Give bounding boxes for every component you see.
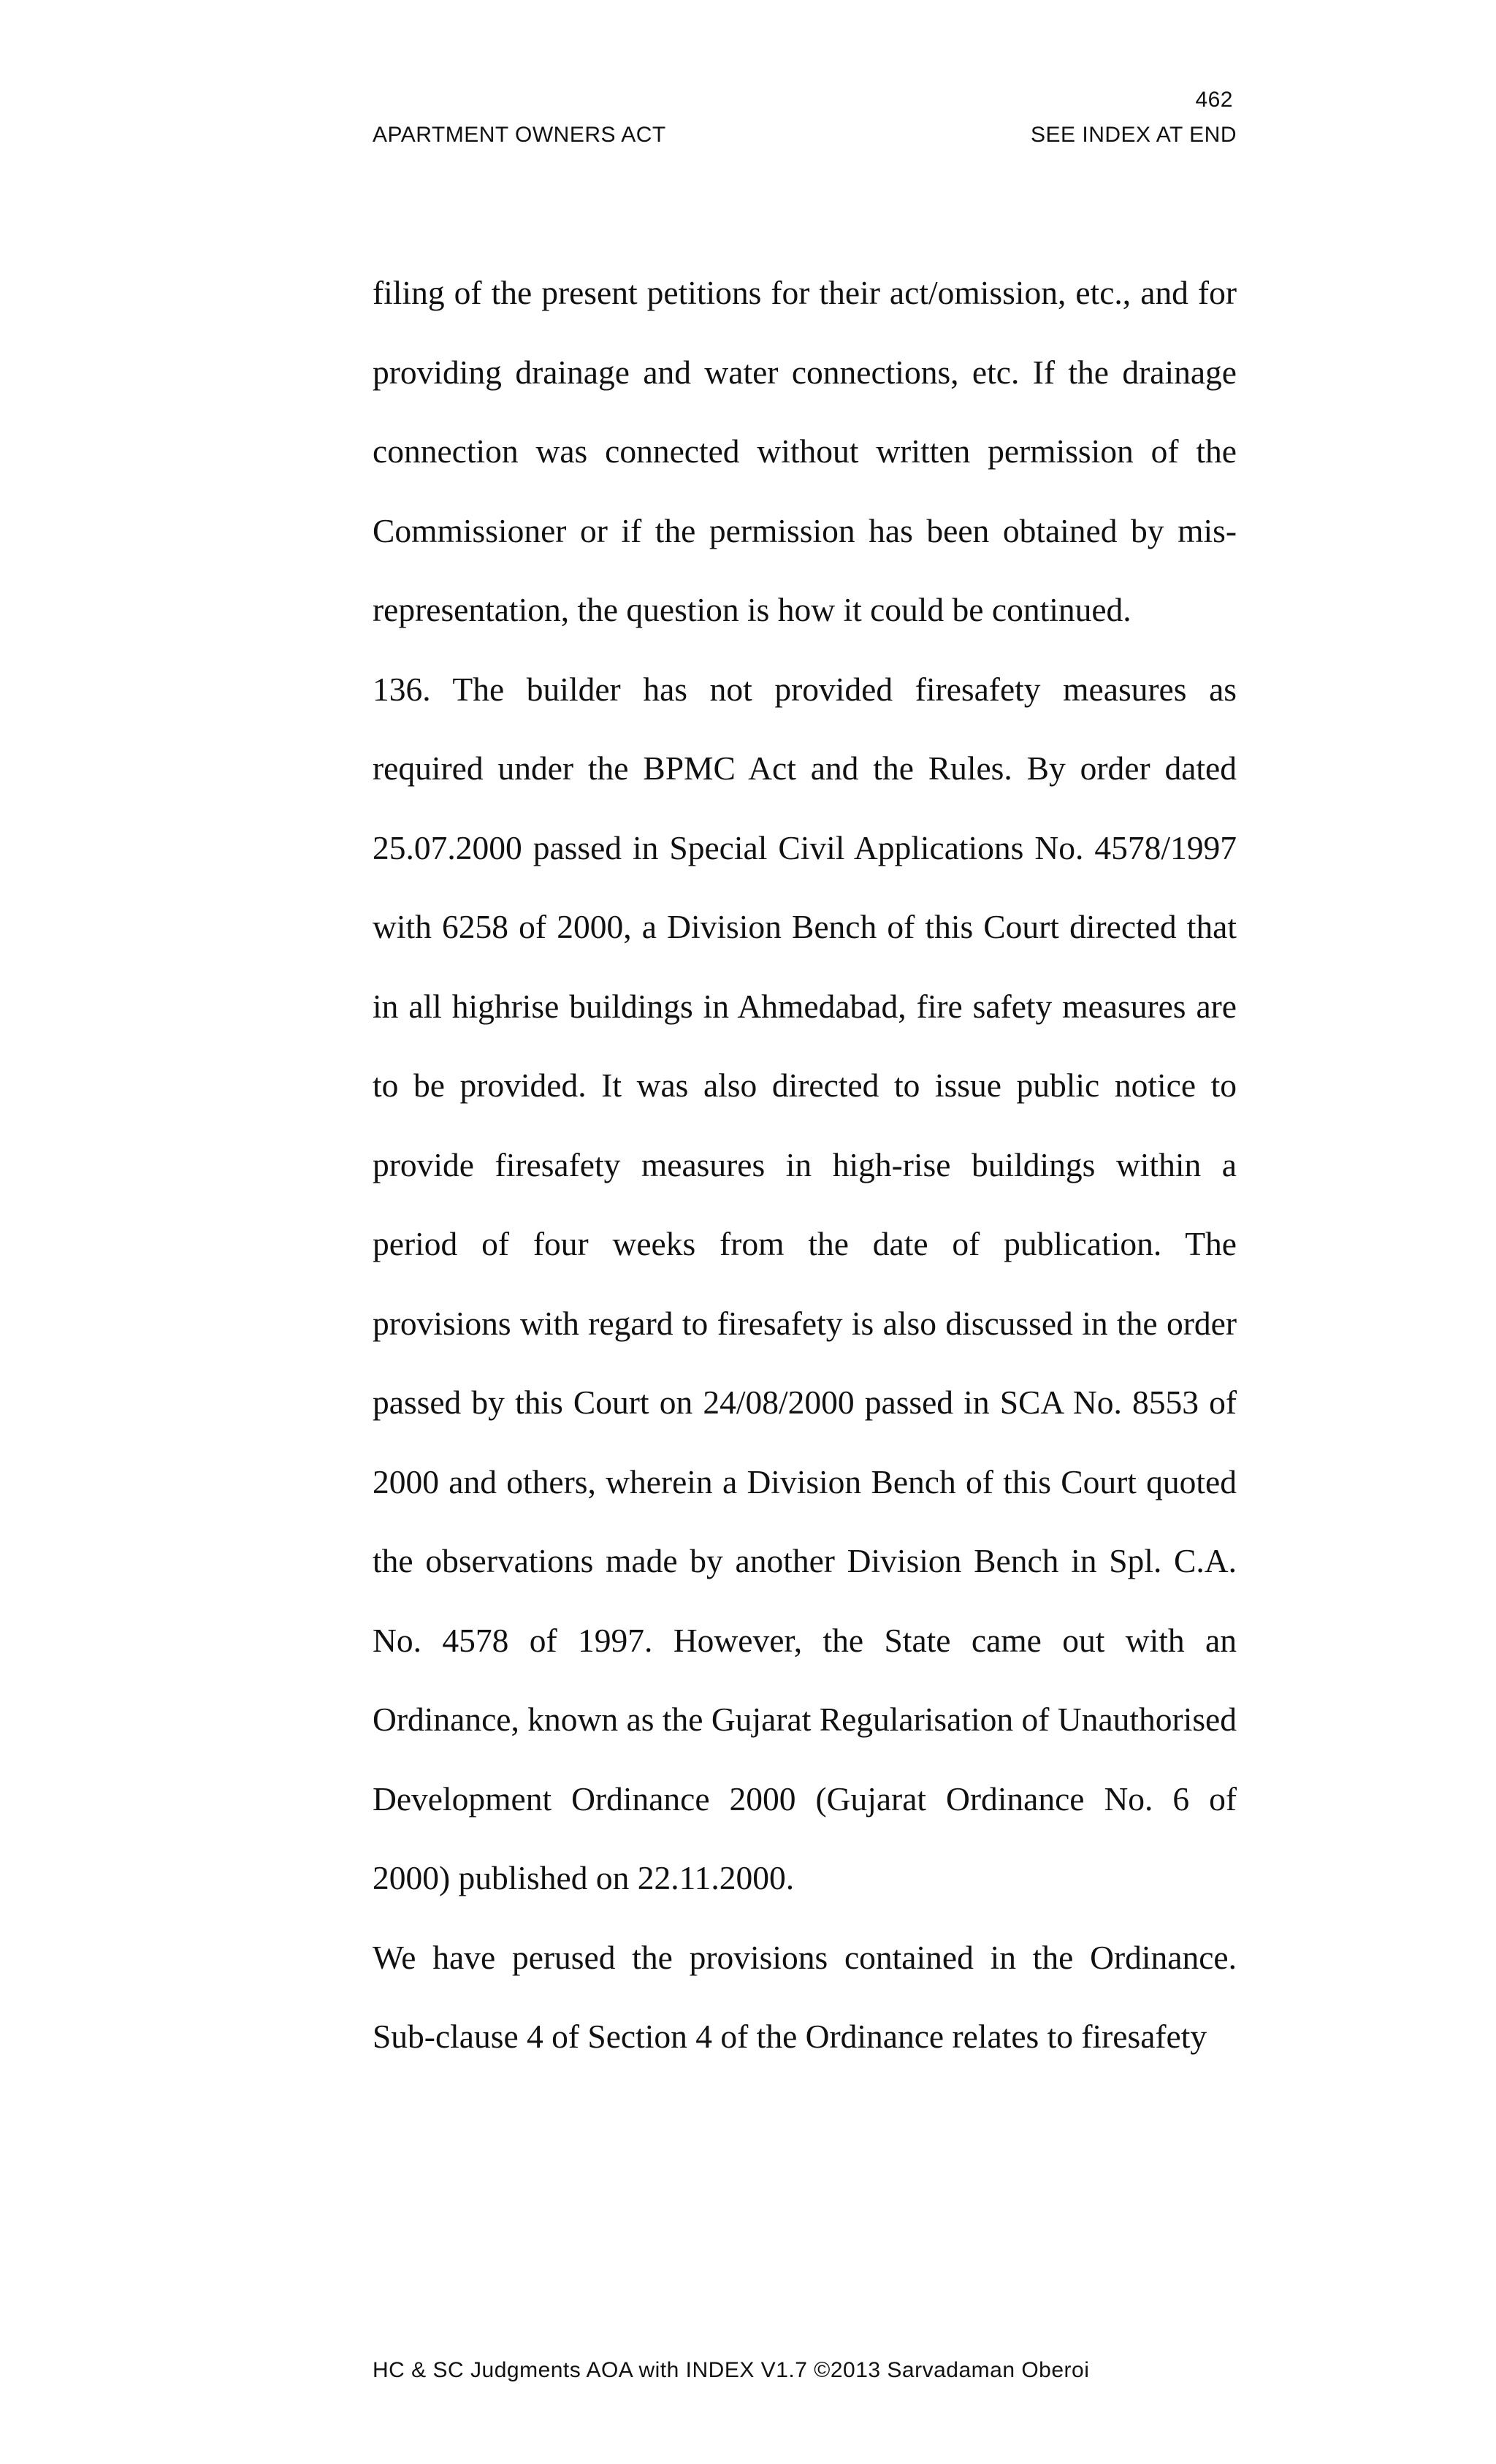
running-header <box>373 123 1237 148</box>
paragraph: We have perused the provisions contained in the Ordinance. Sub-clause 4 of Section 4 of the Ordinance relates to firesafety <box>373 1938 1237 2055</box>
footer-copyright: HC & SC Judgments AOA with INDEX V1.7 ©2013 Sarvadaman Oberoi <box>373 2358 1090 2382</box>
header-left-title: APARTMENT OWNERS ACT <box>373 123 666 147</box>
document-body <box>373 253 1237 2077</box>
page-number: 462 <box>1195 88 1233 112</box>
header-right-title: SEE INDEX AT END <box>1031 123 1237 147</box>
paragraph: 136. The builder has not provided firesafety measures as required under the BPMC Act and the Rules. By order dated 25.07.2000 passed in Special Civil Applications No. 4578/1997 with 6258 of 2000, a Division Bench of this Court directed that in all highrise buildings in Ahmedabad, fire safety measures are to be provided. It was also directed to issue public notice to provide firesafety measures in high-rise buildings within a period of four weeks from the date of publication. The provisions with regard to firesafety is also discussed in the order passed by this Court on 24/08/2000 passed in SCA No. 8553 of 2000 and others, wherein a Division Bench of this Court quoted the observations made by another Division Bench in Spl. C.A. No. 4578 of 1997. However, the State came out with an Ordinance, known as the Gujarat Regularisation of Unauthorised Development Ordinance 2000 (Gujarat Ordinance No. 6 of 2000) published on 22.11.2000. <box>373 670 1237 1896</box>
paragraph: filing of the present petitions for their act/omission, etc., and for providing drainage and water connections, etc. If the drainage connection was connected without written permission of the Commissioner or if the permission has been obtained by mis-representation, the question is how it could be continued. <box>373 274 1237 628</box>
